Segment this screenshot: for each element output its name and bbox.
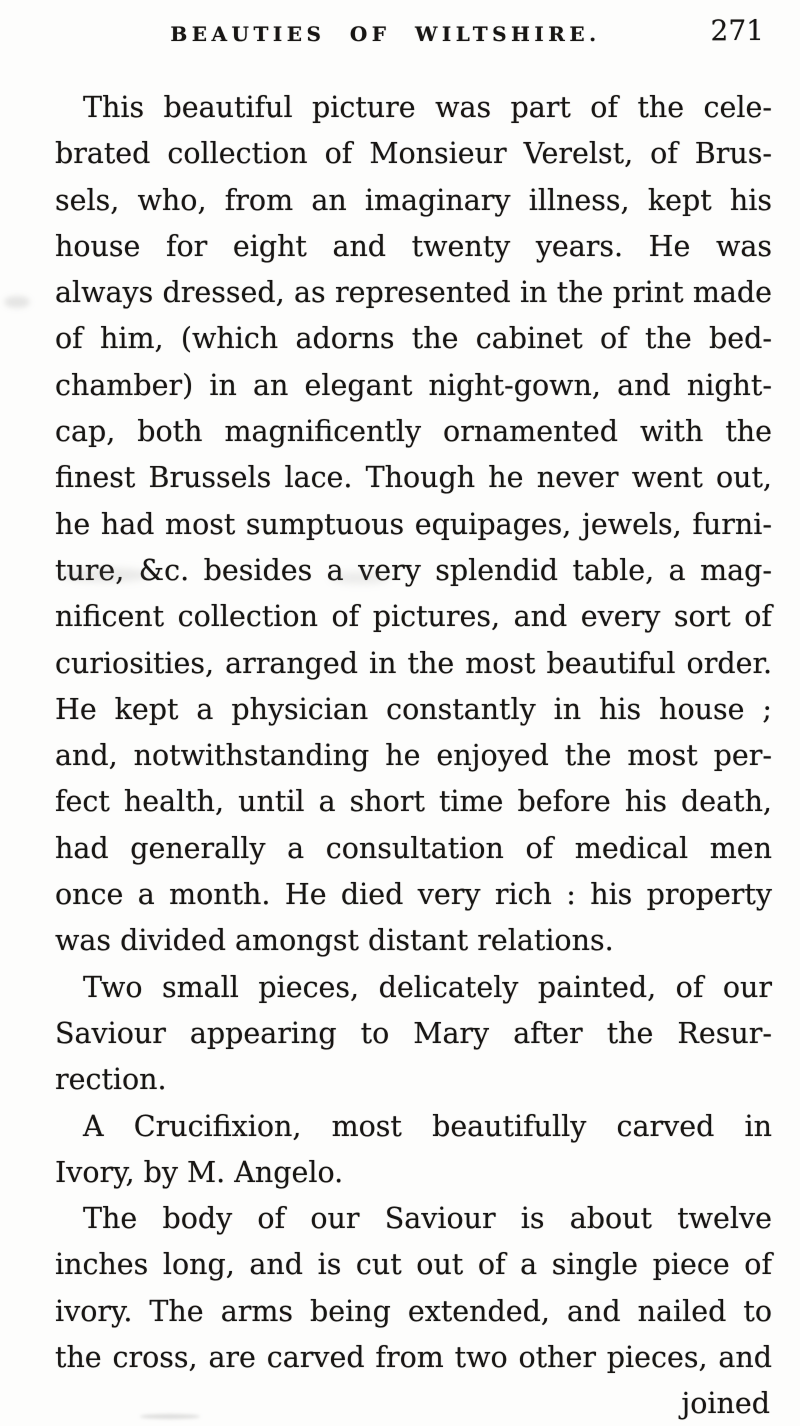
text-line: fect health, until a short time before his death, — [55, 785, 772, 819]
text-line: rection. — [55, 1063, 167, 1097]
text-line: The body of our Saviour is about twelve — [83, 1202, 772, 1236]
running-header — [55, 14, 772, 56]
text-line: inches long, and is cut out of a single piece of — [55, 1248, 772, 1282]
text-line: once a month. He died very rich : his property — [55, 878, 772, 912]
text-line: and, notwithstanding he enjoyed the most per- — [55, 739, 772, 773]
catchword: joined — [681, 1387, 770, 1421]
scan-speckle — [4, 296, 30, 308]
text-line: was divided amongst distant relations. — [55, 924, 614, 958]
body-text — [55, 85, 772, 1381]
text-line: chamber) in an elegant night-gown, and night- — [55, 368, 772, 402]
text-line: the cross, are carved from two other pieces, and — [55, 1341, 772, 1375]
text-line: cap, both magnificently ornamented with the — [55, 415, 772, 449]
text-line: finest Brussels lace. Though he never went out, — [55, 461, 772, 495]
text-line: Ivory, by M. Angelo. — [55, 1155, 344, 1189]
text-line: He kept a physician constantly in his house ; — [55, 692, 772, 726]
page-number: 271 — [710, 14, 764, 47]
text-line: Two small pieces, delicately painted, of our — [83, 970, 772, 1004]
text-line: This beautiful picture was part of the cele- — [83, 91, 772, 124]
text-line: had generally a consultation of medical men — [55, 831, 772, 865]
text-line: always dressed, as represented in the print made — [55, 276, 772, 310]
text-line: house for eight and twenty years. He was — [55, 229, 772, 263]
text-line: nificent collection of pictures, and every sort of — [55, 600, 772, 634]
text-line: of him, (which adorns the cabinet of the bed- — [55, 322, 772, 356]
text-line: he had most sumptuous equipages, jewels, furni- — [55, 507, 772, 541]
running-header-title: BEAUTIES OF WILTSHIRE. — [170, 22, 601, 46]
text-line: A Crucifixion, most beautifully carved in — [83, 1109, 772, 1143]
text-line: ture, &c. besides a very splendid table, a mag- — [55, 553, 772, 587]
text-line: curiosities, arranged in the most beautiful order. — [55, 646, 772, 680]
text-line: brated collection of Monsieur Verelst, of Brus- — [55, 137, 772, 171]
text-line: Saviour appearing to Mary after the Resur- — [55, 1016, 772, 1050]
text-line: sels, who, from an imaginary illness, kept his — [55, 183, 772, 217]
text-line: ivory. The arms being extended, and nailed to — [55, 1294, 772, 1328]
